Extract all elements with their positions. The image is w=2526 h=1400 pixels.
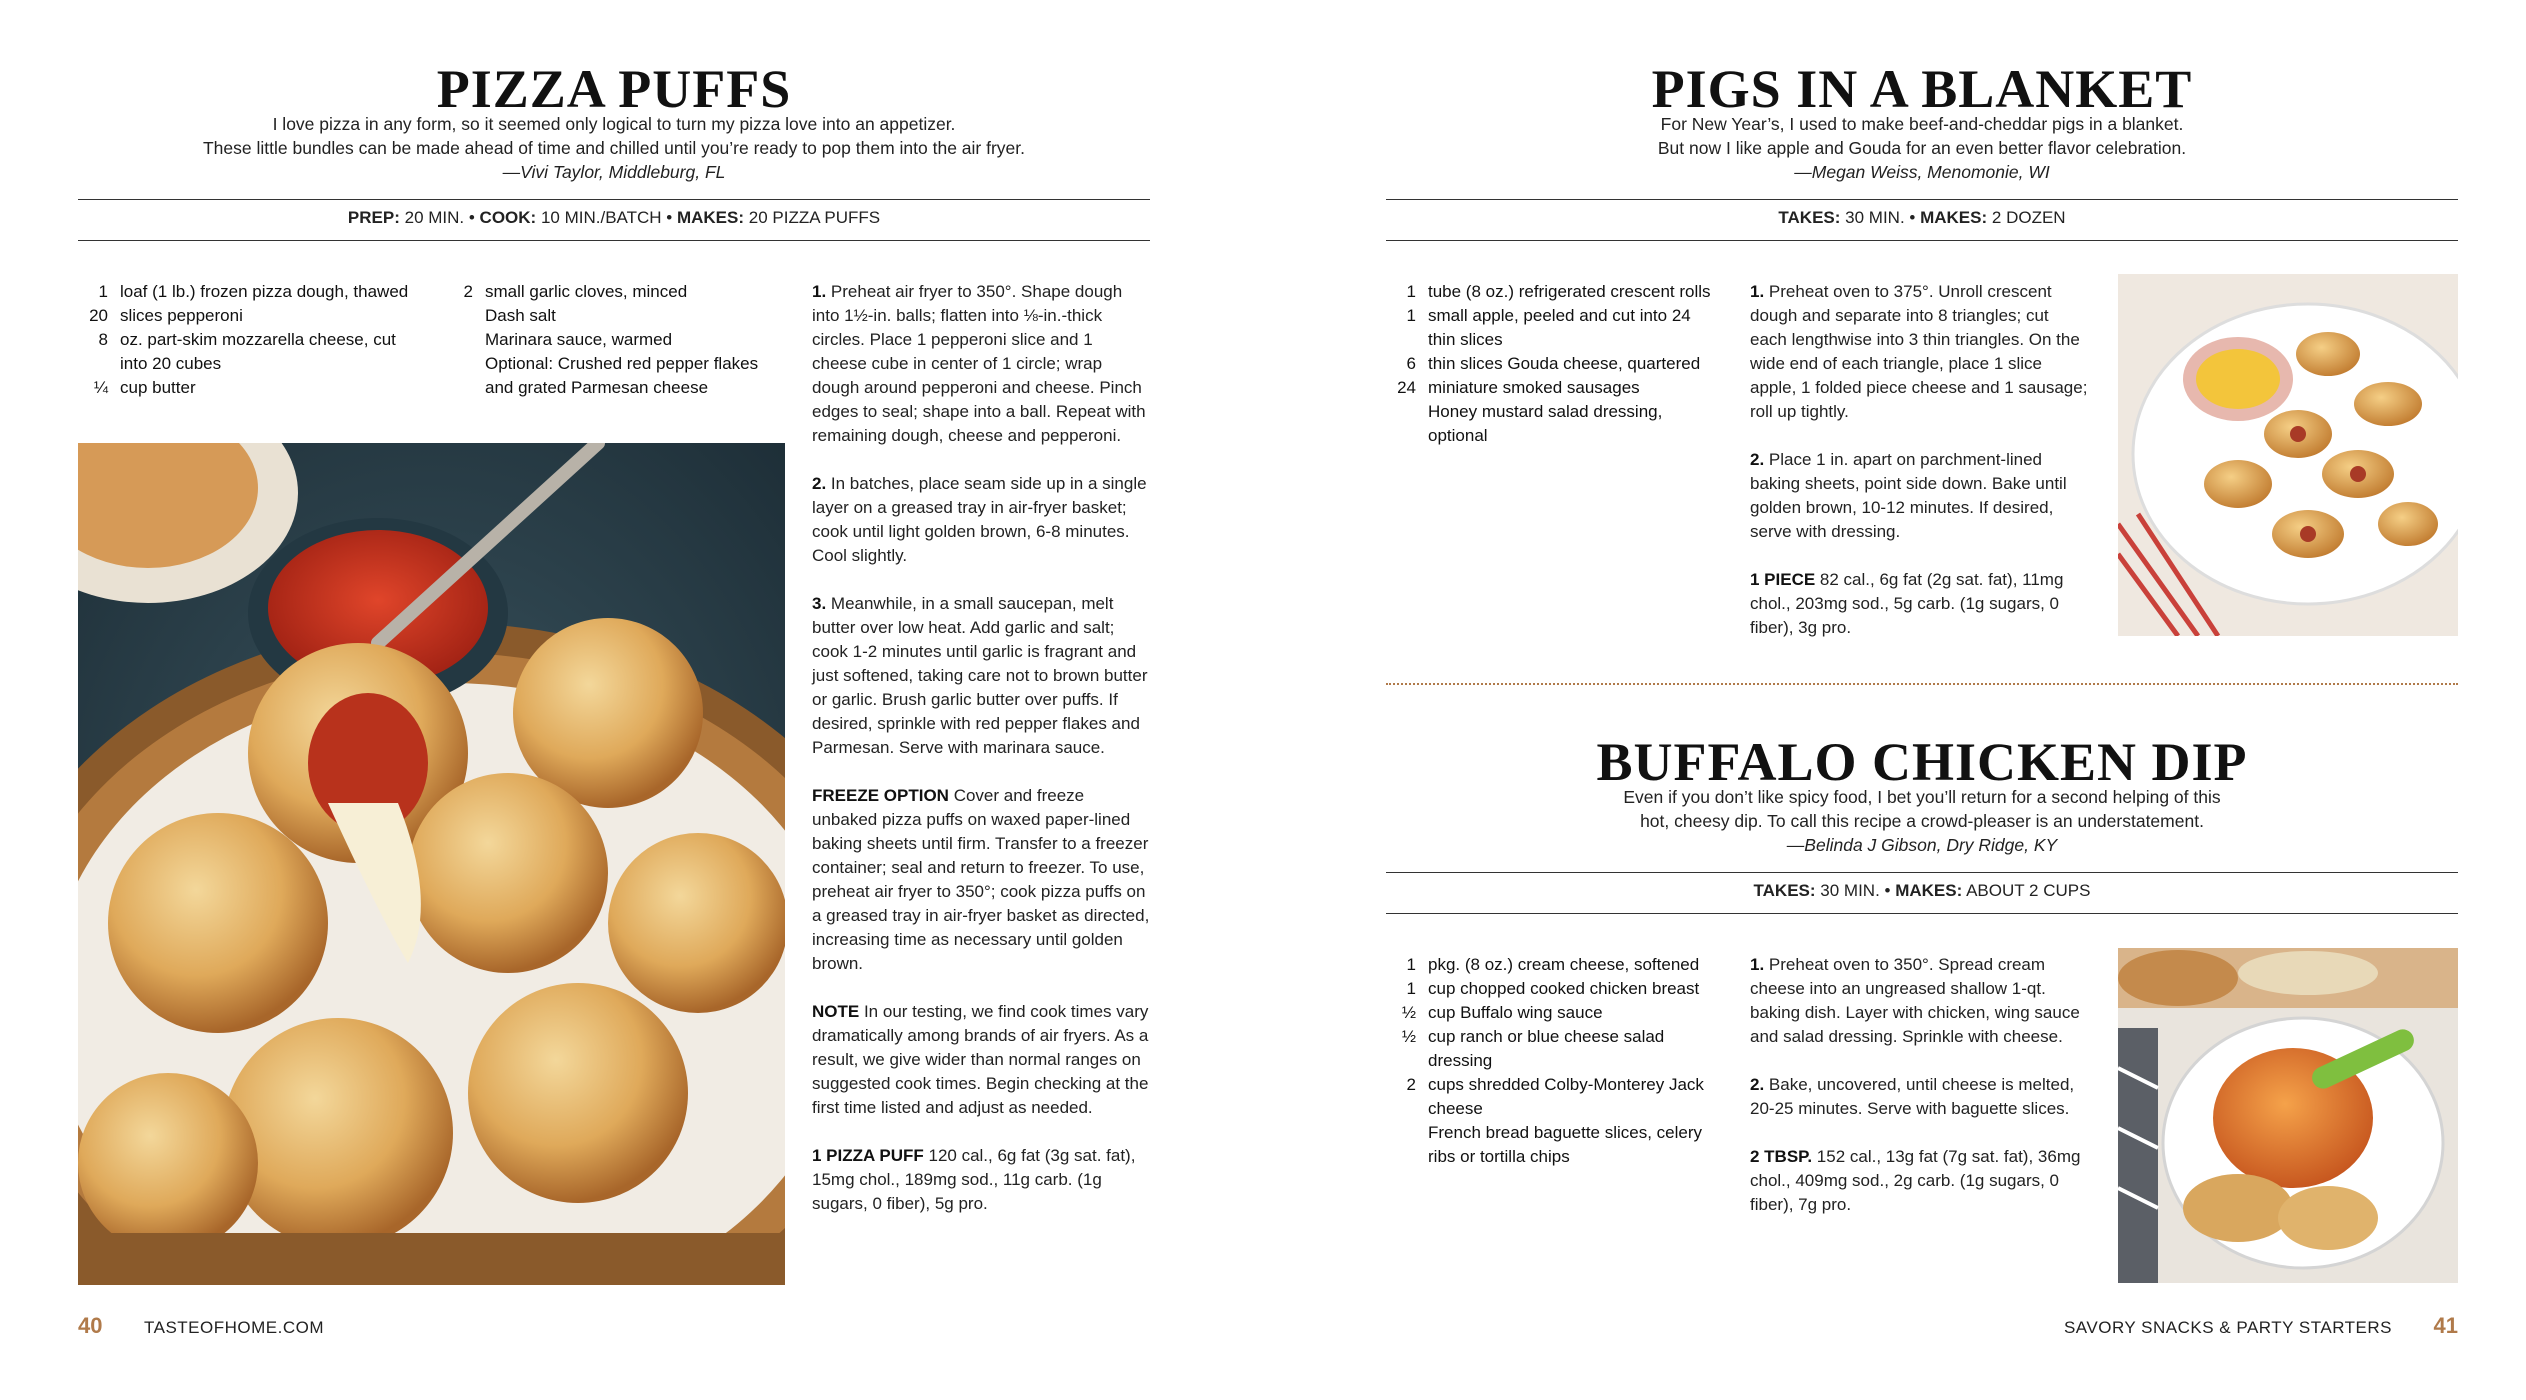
footer-site: TASTEOFHOME.COM <box>144 1318 325 1337</box>
intro-line: Even if you don’t like spicy food, I bet you’ll return for a second helping of this <box>1623 787 2221 807</box>
step-label: 1 PIECE <box>1750 570 1816 589</box>
ingredient-qty: 1 <box>1406 282 1416 301</box>
step-text: 120 cal., 6g fat (3g sat. fat), 15mg chol., 189mg sod., 11g carb. (1g sugars, 0 fiber), 5g pro. <box>812 1146 1136 1213</box>
meta-label: TAKES: <box>1778 208 1841 227</box>
ingredient-list <box>1386 953 1716 1169</box>
recipe-title: BUFFALO CHICKEN DIP <box>1596 732 2248 792</box>
direction-step <box>812 280 1152 448</box>
step-text: In batches, place seam side up in a single layer on a greased tray in air-fryer basket; cook until light golden brown, 6-8 minutes. Cool slightly. <box>812 474 1147 565</box>
ingredient-text: Dash salt <box>485 306 556 325</box>
step-label: 1 PIZZA PUFF <box>812 1146 924 1165</box>
recipe-author: —Vivi Taylor, Middleburg, FL <box>502 162 726 182</box>
pizza-puffs-image <box>78 443 785 1285</box>
recipe-intro <box>1386 112 2458 184</box>
step-label: 2. <box>1750 450 1765 469</box>
pigs-in-blanket-photo <box>2118 274 2458 636</box>
recipe-title: PIZZA PUFFS <box>436 59 792 119</box>
recipe-meta <box>78 208 1150 228</box>
step-text: 82 cal., 6g fat (2g sat. fat), 11mg chol., 203mg sod., 5g carb. (1g sugars, 0 fiber), 3g pro. <box>1750 570 2064 637</box>
step-text: Preheat oven to 375°. Unroll crescent dough and separate into 8 triangles; cut each lengthwise into 3 thin triangles. On the wide end of each triangle, place 1 slice apple, 1 folded piece cheese and 1 sausage; roll up tightly. <box>1750 282 2088 421</box>
direction-step <box>1750 1073 2090 1121</box>
ingredient-qty: ½ <box>1401 1003 1416 1022</box>
ingredient-item <box>78 328 418 376</box>
ingredient-text: small apple, peeled and cut into 24 thin slices <box>1428 306 1691 349</box>
direction-step <box>1750 568 2090 640</box>
pigs-in-blanket-image <box>2118 274 2458 636</box>
ingredient-item <box>1386 1121 1716 1169</box>
intro-line: hot, cheesy dip. To call this recipe a crowd-pleaser is an understatement. <box>1640 811 2204 831</box>
ingredient-text: cup Buffalo wing sauce <box>1428 1003 1603 1022</box>
step-label: 1. <box>1750 282 1765 301</box>
ingredient-qty: 20 <box>89 306 108 325</box>
ingredient-qty <box>443 304 485 328</box>
ingredient-item <box>1386 400 1716 448</box>
step-text: Cover and freeze unbaked pizza puffs on waxed paper-lined baking sheets until firm. Transfer to a freezer container; seal and return to freezer. To use, preheat air fryer to 350°; cook pizza puffs on a greased tray in air-fryer basket as directed, increasing time as necessary until golden brown. <box>812 786 1150 973</box>
ingredient-item <box>78 304 418 328</box>
meta-value: 20 PIZZA PUFFS <box>748 208 881 227</box>
ingredient-item <box>1386 977 1716 1001</box>
ingredient-text: small garlic cloves, minced <box>485 282 688 301</box>
step-label: 3. <box>812 594 827 613</box>
section-divider <box>1386 683 2458 685</box>
ingredient-item <box>1386 1025 1716 1073</box>
recipe-directions <box>812 280 1152 1240</box>
ingredient-qty: 2 <box>1406 1075 1416 1094</box>
direction-step <box>812 784 1152 976</box>
meta-label: MAKES: <box>1895 881 1963 900</box>
meta-label: TAKES: <box>1753 881 1816 900</box>
step-label: 2 TBSP. <box>1750 1147 1813 1166</box>
step-label: 1. <box>1750 955 1765 974</box>
right-page <box>1386 0 2458 1400</box>
ingredient-text: oz. part-skim mozzarella cheese, cut into 20 cubes <box>120 330 396 373</box>
ingredient-item <box>78 280 418 304</box>
page-number: 41 <box>2433 1313 2458 1338</box>
meta-value: ABOUT 2 CUPS <box>1966 881 2091 900</box>
ingredient-text: pkg. (8 oz.) cream cheese, softened <box>1428 955 1700 974</box>
ingredient-qty: 1 <box>1406 306 1416 325</box>
divider <box>78 199 1150 200</box>
recipe-directions <box>1750 280 2090 664</box>
meta-label: COOK: <box>479 208 537 227</box>
ingredient-qty <box>443 352 485 400</box>
direction-step <box>1750 1145 2090 1217</box>
ingredient-list <box>1386 280 1716 448</box>
buffalo-dip-image <box>2118 948 2458 1283</box>
meta-label: MAKES: <box>676 208 745 227</box>
ingredient-qty: 8 <box>98 330 108 349</box>
step-text: Place 1 in. apart on parchment-lined baking sheets, point side down. Bake until golden brown, 10-12 minutes. If desired, serve with dressing. <box>1750 450 2067 541</box>
recipe-meta <box>1386 208 2458 228</box>
ingredient-qty: 2 <box>463 282 473 301</box>
step-text: In our testing, we find cook times vary dramatically among brands of air fryers. As a result, we give wider than normal ranges on suggested cook times. Begin checking at the first time listed and adjust as needed. <box>812 1002 1149 1117</box>
ingredient-item <box>443 328 783 352</box>
ingredient-text: Optional: Crushed red pepper flakes and grated Parmesan cheese <box>485 354 759 397</box>
direction-step <box>812 592 1152 760</box>
ingredient-item <box>78 376 418 400</box>
ingredient-list <box>443 280 783 400</box>
meta-value: 30 MIN. • <box>1820 881 1891 900</box>
step-label: NOTE <box>812 1002 860 1021</box>
direction-step <box>1750 280 2090 424</box>
ingredient-text: Honey mustard salad dressing, optional <box>1428 402 1663 445</box>
ingredient-qty <box>443 328 485 352</box>
divider <box>1386 872 2458 873</box>
ingredient-qty: 24 <box>1397 378 1416 397</box>
step-text: Bake, uncovered, until cheese is melted, 20-25 minutes. Serve with baguette slices. <box>1750 1075 2075 1118</box>
meta-label: PREP: <box>347 208 400 227</box>
intro-line: I love pizza in any form, so it seemed only logical to turn my pizza love into an appetizer. <box>272 114 956 134</box>
intro-line: But now I like apple and Gouda for an even better flavor celebration. <box>1657 138 2187 158</box>
ingredient-text: thin slices Gouda cheese, quartered <box>1428 354 1701 373</box>
buffalo-dip-photo <box>2118 948 2458 1283</box>
recipe-author: —Megan Weiss, Menomonie, WI <box>1794 162 2050 182</box>
meta-label: MAKES: <box>1920 208 1988 227</box>
ingredient-item <box>1386 280 1716 304</box>
ingredient-item <box>1386 304 1716 352</box>
recipe-intro <box>1386 785 2458 857</box>
page-number: 40 <box>78 1313 103 1338</box>
meta-value: 10 MIN./BATCH • <box>540 208 673 227</box>
step-text: Preheat oven to 350°. Spread cream cheese into an ungreased shallow 1-qt. baking dish. Layer with chicken, wing sauce and salad dressing. Sprinkle with cheese. <box>1750 955 2080 1046</box>
ingredient-item <box>443 304 783 328</box>
step-text: 152 cal., 13g fat (7g sat. fat), 36mg chol., 409mg sod., 2g carb. (1g sugars, 0 fiber), 7g pro. <box>1750 1147 2081 1214</box>
ingredient-text: miniature smoked sausages <box>1428 378 1640 397</box>
direction-step <box>1750 448 2090 544</box>
ingredient-qty: 1 <box>1406 955 1416 974</box>
recipe-directions <box>1750 953 2090 1241</box>
ingredient-qty <box>1386 1121 1428 1169</box>
intro-line: For New Year’s, I used to make beef-and-cheddar pigs in a blanket. <box>1660 114 2184 134</box>
intro-line: These little bundles can be made ahead of time and chilled until you’re ready to pop them into the air fryer. <box>202 138 1025 158</box>
step-text: Preheat air fryer to 350°. Shape dough into 1½-in. balls; flatten into ⅛-in.-thick circles. Place 1 pepperoni slice and 1 cheese cube in center of 1 circle; wrap dough around pepperoni and cheese. Pinch edges to seal; shape into a ball. Repeat with remaining dough, cheese and pepperoni. <box>812 282 1146 445</box>
ingredient-item <box>1386 352 1716 376</box>
recipe-intro <box>78 112 1150 184</box>
step-text: Meanwhile, in a small saucepan, melt butter over low heat. Add garlic and salt; cook 1-2 minutes until garlic is fragrant and just softened, taking care not to brown butter or garlic. Brush garlic butter over puffs. If desired, sprinkle with red pepper flakes and Parmesan. Serve with marinara sauce. <box>812 594 1148 757</box>
step-label: 2. <box>1750 1075 1765 1094</box>
ingredient-list <box>78 280 418 400</box>
ingredient-text: cup chopped cooked chicken breast <box>1428 979 1700 998</box>
divider <box>1386 240 2458 241</box>
divider <box>1386 913 2458 914</box>
direction-step <box>812 472 1152 568</box>
recipe-meta <box>1386 881 2458 901</box>
footer-section: SAVORY SNACKS & PARTY STARTERS <box>2063 1318 2392 1337</box>
ingredient-item <box>1386 1001 1716 1025</box>
ingredient-text: cups shredded Colby-Monterey Jack cheese <box>1428 1075 1704 1118</box>
direction-step <box>1750 953 2090 1049</box>
ingredient-qty: 6 <box>1406 354 1416 373</box>
ingredient-item <box>1386 376 1716 400</box>
ingredient-qty: 1 <box>1406 979 1416 998</box>
meta-value: 2 DOZEN <box>1991 208 2066 227</box>
ingredient-text: slices pepperoni <box>120 306 243 325</box>
direction-step <box>812 1144 1152 1216</box>
step-label: 1. <box>812 282 827 301</box>
ingredient-text: Marinara sauce, warmed <box>485 330 673 349</box>
divider <box>78 240 1150 241</box>
recipe-author: —Belinda J Gibson, Dry Ridge, KY <box>1786 835 2058 855</box>
ingredient-text: French bread baguette slices, celery ribs or tortilla chips <box>1428 1123 1703 1166</box>
meta-value: 30 MIN. • <box>1845 208 1916 227</box>
ingredient-qty: 1 <box>98 282 108 301</box>
ingredient-item <box>1386 1073 1716 1121</box>
step-label: 2. <box>812 474 827 493</box>
ingredient-qty: ¼ <box>93 378 108 397</box>
ingredient-item <box>443 280 783 304</box>
left-page <box>78 0 1150 1400</box>
ingredient-text: tube (8 oz.) refrigerated crescent rolls <box>1428 282 1711 301</box>
divider <box>1386 199 2458 200</box>
pizza-puffs-photo <box>78 443 785 1285</box>
ingredient-item <box>1386 953 1716 977</box>
meta-value: 20 MIN. • <box>404 208 475 227</box>
recipe-title: PIGS IN A BLANKET <box>1651 59 2193 119</box>
ingredient-item <box>443 352 783 400</box>
ingredient-text: cup butter <box>120 378 196 397</box>
ingredient-qty: ½ <box>1401 1027 1416 1046</box>
direction-step <box>812 1000 1152 1120</box>
ingredient-text: cup ranch or blue cheese salad dressing <box>1428 1027 1665 1070</box>
ingredient-qty <box>1386 400 1428 448</box>
step-label: FREEZE OPTION <box>812 786 949 805</box>
ingredient-text: loaf (1 lb.) frozen pizza dough, thawed <box>120 282 409 301</box>
